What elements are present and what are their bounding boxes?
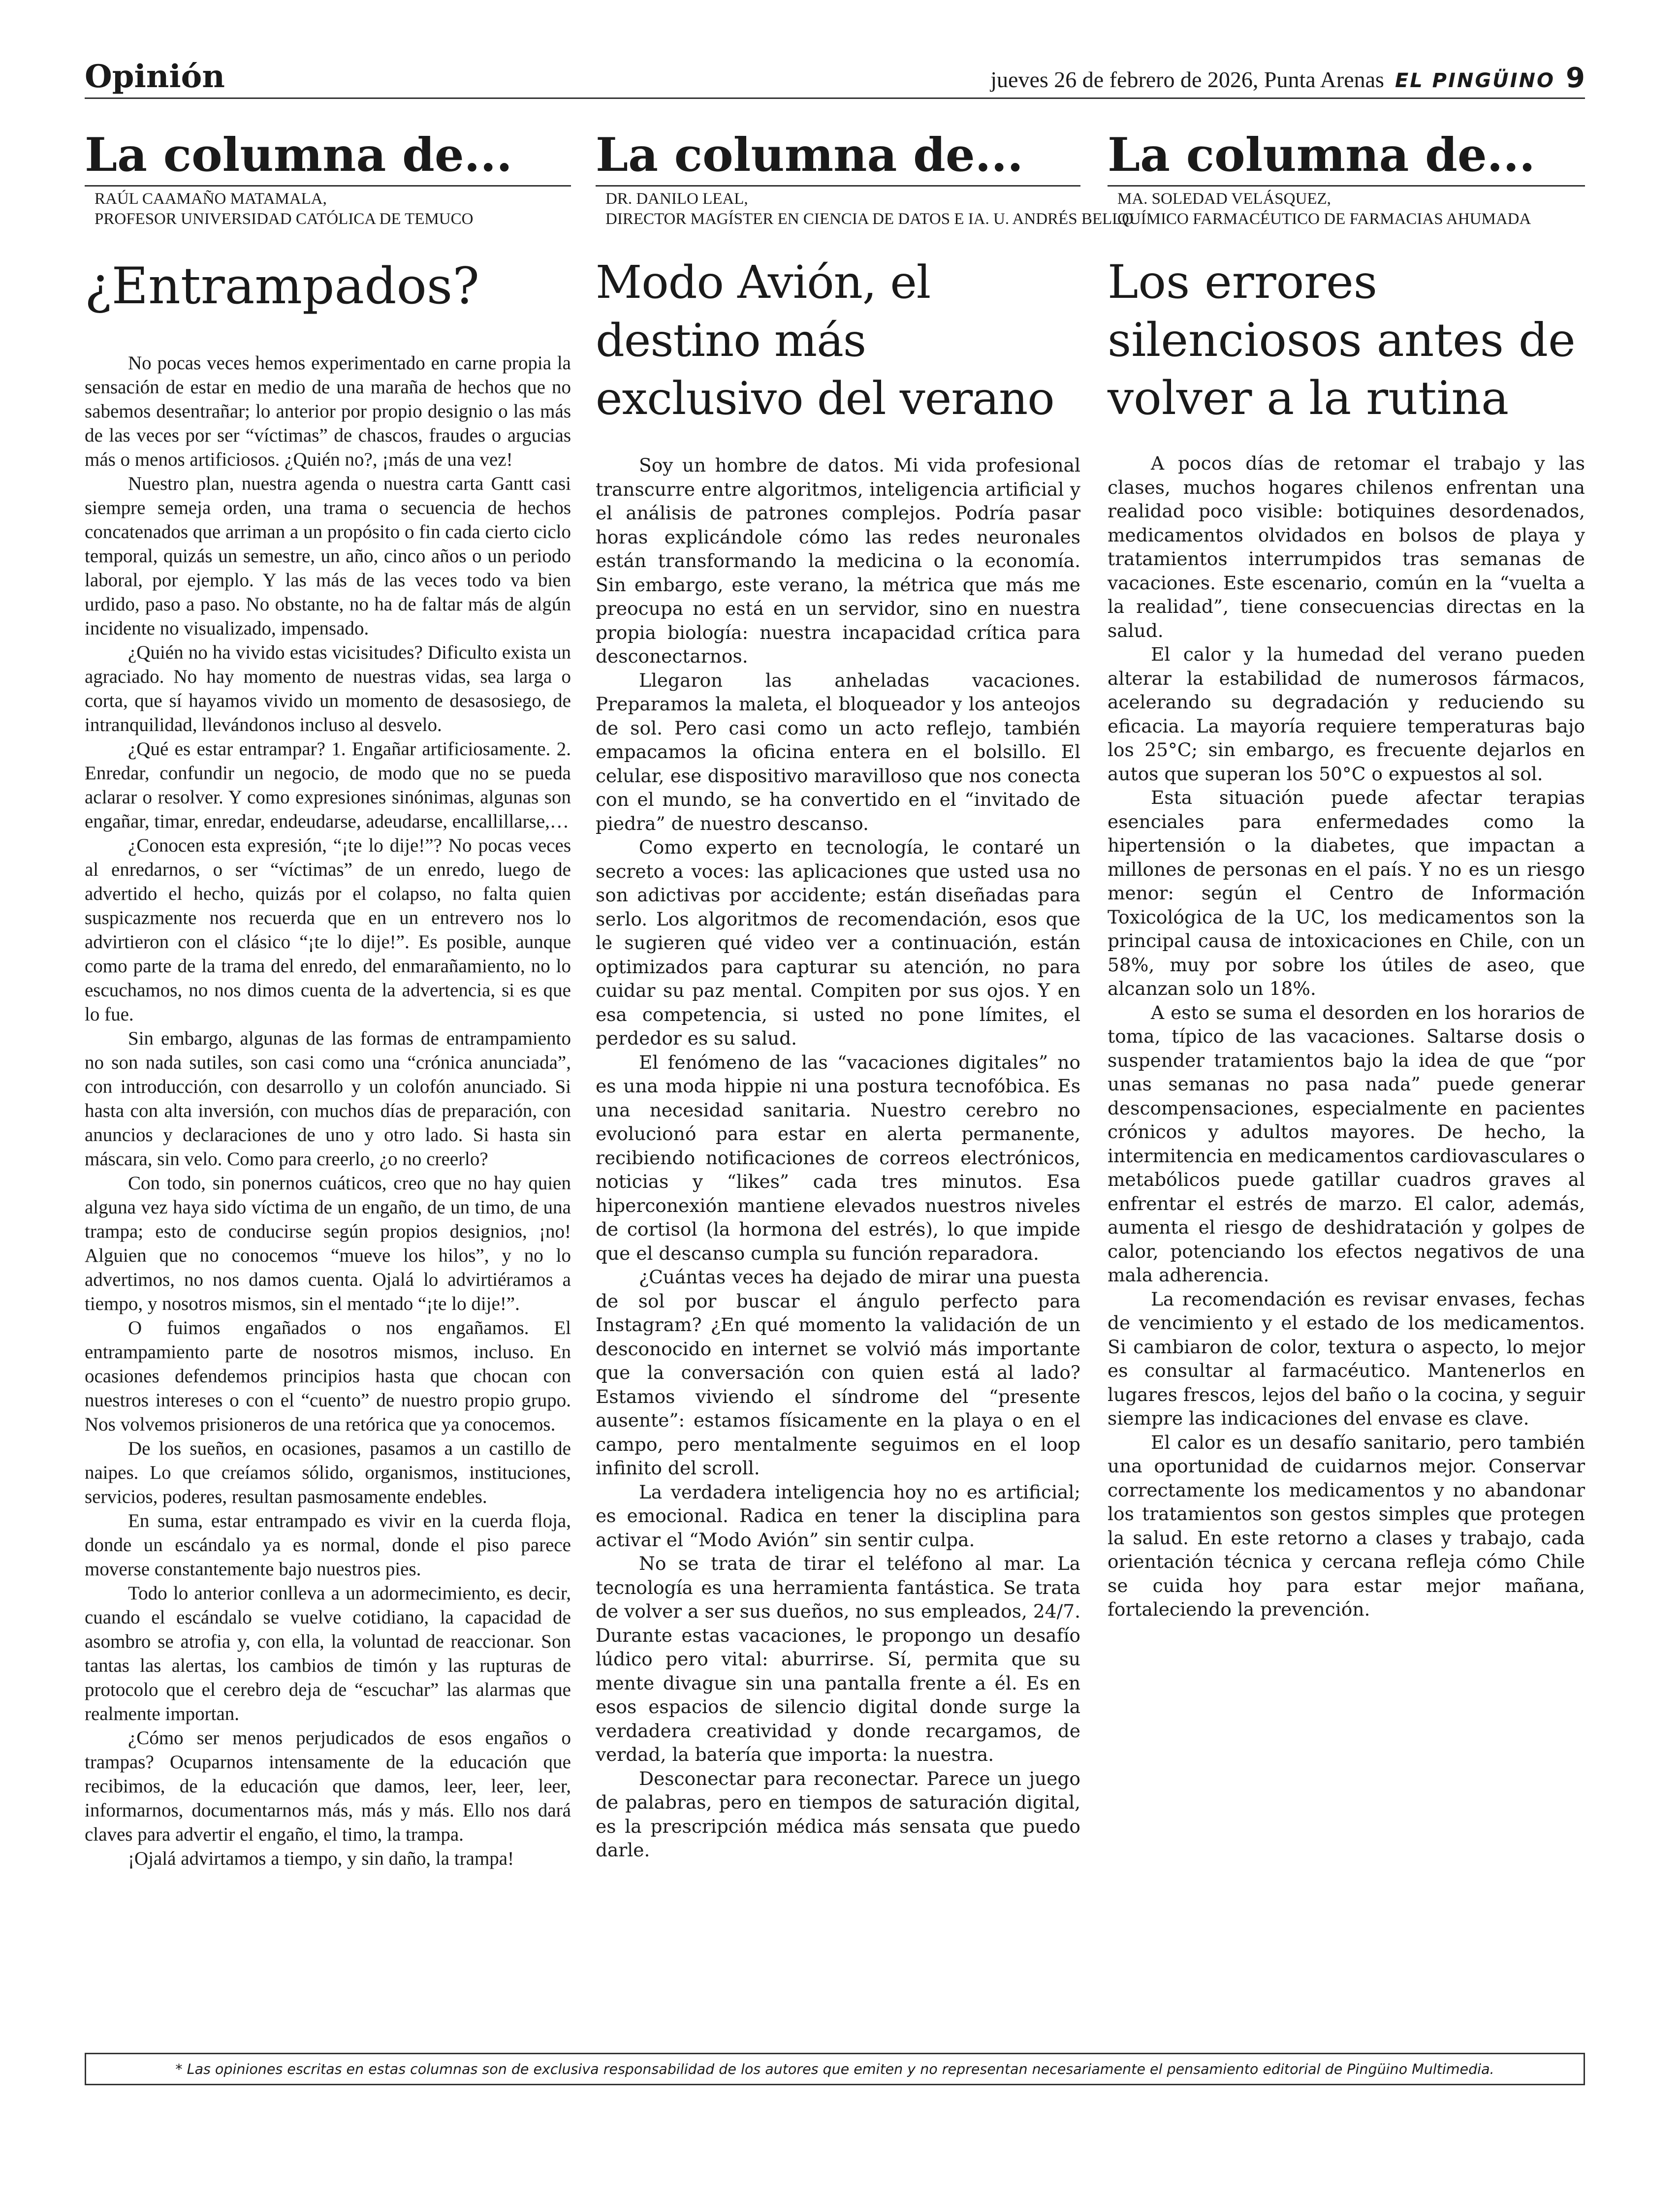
paragraph: El calor y la humedad del verano pueden alterar la estabilidad de numerosos fármacos, acelerando su degradación y reduciendo su eficacia. La mayoría requiere temperaturas bajo los 25°C; sin embargo, es frecuente dejarlos en autos que superan los 50°C o expuestos al sol. — [1108, 643, 1585, 785]
paragraph: ¿Cómo ser menos perjudicados de esos engaños o trampas? Ocuparnos intensamente de la educación que recibimos, de la educación que damos, leer, leer, leer, informarnos, documentarnos más, más y más. Ello nos dará claves para advertir el engaño, el timo, la trampa. — [85, 1727, 571, 1845]
paragraph: En suma, estar entrampado es vivir en la cuerda floja, donde un escándalo ya es normal, donde el piso parece moverse constantemente bajo nuestros pies. — [85, 1510, 571, 1580]
paragraph: ¡Ojalá advirtamos a tiempo, y sin daño, la trampa! — [128, 1848, 514, 1869]
paragraph: O fuimos engañados o nos engañamos. El entrampamiento parte de nosotros mismos, incluso. En ocasiones defendemos principios hasta que chocan con nuestros intereses o con el “cuento” de nuestro propio grupo. Nos volvemos prisioneros de una retórica que ya conocemos. — [85, 1317, 571, 1435]
author-role: PROFESOR UNIVERSIDAD CATÓLICA DE TEMUCO — [95, 210, 474, 228]
article-body — [1108, 451, 1585, 1622]
paragraph: Con todo, sin ponernos cuáticos, creo que no hay quien alguna vez haya sido víctima de un engaño, de un timo, de una trampa; esto de conducirse según propios designios, ¡no! Alguien que no conocemos “mueve los hilos”, y no lo advertimos, no nos damos cuenta. Ojalá lo advirtiéramos a tiempo, y nosotros mismos, sin el mentado “¡te lo dije!”. — [85, 1173, 571, 1314]
paragraph: No se trata de tirar el teléfono al mar. La tecnología es una herramienta fantástica. Se trata de volver a ser sus dueños, no sus empleados, 24/7. Durante estas vacaciones, le propongo un desafío lúdico pero vital: aburrirse. Sí, permita que su mente divague sin una pantalla frente a él. Es en esos espacios de silencio digital donde surge la verdadera creatividad y donde recargamos, de verdad, la batería que importa: la nuestra. — [596, 1553, 1080, 1765]
article-headline: ¿Entrampados? — [85, 257, 479, 316]
paragraph: ¿Cuántas veces ha dejado de mirar una puesta de sol por buscar el ángulo perfecto para Instagram? ¿En qué momento la validación de un desconocido en internet se volvió más importante que la conversación con quien está al lado? Estamos viviendo el síndrome del “presente ausente”: estamos físicamente en la playa o en el campo, pero mentalmente seguimos en el loop infinito del scroll. — [596, 1266, 1080, 1479]
column-label: La columna de... — [85, 132, 571, 187]
author-name: DR. DANILO LEAL, — [605, 190, 748, 208]
page-number: 9 — [1566, 62, 1585, 94]
paragraph: De los sueños, en ocasiones, pasamos a un castillo de naipes. Lo que creíamos sólido, organismos, instituciones, servicios, poderes, resultan pasmosamente endebles. — [85, 1438, 571, 1507]
paragraph: A pocos días de retomar el trabajo y las clases, muchos hogares chilenos enfrentan una realidad poco visible: botiquines desordenados, medicamentos olvidados en bolsos de playa y tratamientos interrumpidos tras semanas de vacaciones. Este escenario, común en la “vuelta a la realidad”, tiene consecuencias directas en la salud. — [1108, 452, 1585, 641]
author-name: RAÚL CAAMAÑO MATAMALA, — [95, 190, 327, 208]
paragraph: ¿Qué es estar entrampar? 1. Engañar artificiosamente. 2. Enredar, confundir un negocio, de modo que no se pueda aclarar o resolver. Y como expresiones sinónimas, algunas son engañar, timar, enredar, endeudarse, adeudarse, encallillarse,… — [85, 738, 571, 832]
paragraph: Todo lo anterior conlleva a un adormecimiento, es decir, cuando el escándalo se vuelve cotidiano, la capacidad de asombro se atrofia y, con ella, la voluntad de reaccionar. Son tantas las alertas, los cambios de timón y las rupturas de protocolo que el cerebro deja de “escuchar” las alarmas que realmente importan. — [85, 1583, 571, 1724]
section-label: Opinión — [85, 58, 225, 95]
column-label: La columna de... — [1108, 132, 1585, 187]
paragraph: Sin embargo, algunas de las formas de entrampamiento no son nada sutiles, son casi como una “crónica anunciada”, con introducción, con desarrollo y un colofón anunciado. Si hasta con alta inversión, con muchos días de preparación, con anuncios y declaraciones de uno y otro lado. Si hasta sin máscara, sin velo. Como para creerlo, ¿o no creerlo? — [85, 1028, 571, 1170]
newspaper-logo: EL PINGÜINO — [1395, 69, 1555, 92]
page-header — [85, 58, 1585, 99]
article-body — [85, 351, 571, 1871]
paragraph: ¿Conocen esta expresión, “¡te lo dije!”? No pocas veces al enredarnos, o ser “víctimas” de un enredo, luego de advertido el hecho, quizás por el colapso, no falta quien suspicazmente nos recuerda que en un entrevero nos lo advirtieron con el clásico “¡te lo dije!”. Es posible, aunque como parte de la trama del enredo, del enmarañamiento, no lo escuchamos, no nos dimos cuenta de la advertencia, si es que lo fue. — [85, 835, 571, 1025]
paragraph: Desconectar para reconectar. Parece un juego de palabras, pero en tiempos de saturación digital, es la prescripción médica más sensata que puedo darle. — [596, 1767, 1080, 1861]
paragraph: El calor es un desafío sanitario, pero también una oportunidad de cuidarnos mejor. Conservar correctamente los medicamentos y no abandonar los tratamientos son gestos simples que protegen la salud. En este retorno a clases y trabajo, cada orientación técnica y cercana refleja cómo Chile se cuida hoy para estar mejor mañana, fortaleciendo la prevención. — [1108, 1431, 1585, 1620]
column-3 — [1108, 128, 1585, 1622]
author-role: QUÍMICO FARMACÉUTICO DE FARMACIAS AHUMADA — [1117, 210, 1531, 228]
paragraph: El fenómeno de las “vacaciones digitales” no es una moda hippie ni una postura tecnofóbica. Es una necesidad sanitaria. Nuestro cerebro no evolucionó para estar en alerta permanente, recibiendo notificaciones de correos electrónicos, noticias y “likes” cada tres minutos. Esa hiperconexión mantiene elevados nuestros niveles de cortisol (la hormona del estrés), lo que impide que el descanso cumpla su función reparadora. — [596, 1051, 1080, 1264]
paragraph: La verdadera inteligencia hoy no es artificial; es emocional. Radica en tener la disciplina para activar el “Modo Avión” sin sentir culpa. — [596, 1481, 1080, 1551]
paragraph: ¿Quién no ha vivido estas vicisitudes? Dificulto exista un agraciado. No hay momento de nuestras vidas, sea larga o corta, que sí hayamos vivido un momento de desasosiego, de intranquilidad, llevándonos incluso al desvelo. — [85, 642, 571, 735]
column-2 — [596, 128, 1134, 1862]
footer-disclaimer: * Las opiniones escritas en estas columnas son de exclusiva responsabilidad de los autores que emiten y no representan necesariamente el pensamiento editorial de Pingüino Multimedia. — [85, 2053, 1585, 2085]
article-body — [596, 453, 1080, 1862]
author-name: MA. SOLEDAD VELÁSQUEZ, — [1117, 190, 1331, 208]
paragraph: Como experto en tecnología, le contaré un secreto a voces: las aplicaciones que usted usa no son adictivas por accidente; están diseñadas para serlo. Los algoritmos de recomendación, esos que le sugieren qué video ver a continuación, están optimizados para capturar su atención, no para cuidar su paz mental. Compiten por sus ojos. Y en esa competencia, si usted no pone límites, el perdedor es su salud. — [596, 836, 1080, 1049]
paragraph: Llegaron las anheladas vacaciones. Preparamos la maleta, el bloqueador y los anteojos de sol. Pero casi como un acto reflejo, también empacamos la oficina entera en el bolsillo. El celular, ese dispositivo maravilloso que nos conecta con el mundo, se ha convertido en el “invitado de piedra” de nuestro descanso. — [596, 669, 1080, 834]
paragraph: Esta situación puede afectar terapias esenciales para enfermedades como la hipertensión o la diabetes, que impactan a millones de personas en el país. Y no es un riesgo menor: según el Centro de Información Toxicológica de la UC, los medicamentos son la principal causa de intoxicaciones en Chile, con un 58%, muy por sobre los útiles de aseo, que alcanzan solo un 18%. — [1108, 787, 1585, 999]
paragraph: Nuestro plan, nuestra agenda o nuestra carta Gantt casi siempre semeja orden, una trama o secuencia de hechos concatenados que arriman a un propósito o fin cada cierto ciclo temporal, quizás un semestre, un año, cinco años o un periodo laboral, por ejemplo. Y las más de las veces todo va bien urdido, paso a paso. No obstante, no ha de faltar más de algún incidente no visualizado, impensado. — [85, 473, 571, 639]
paragraph: Soy un hombre de datos. Mi vida profesional transcurre entre algoritmos, inteligencia artificial y el análisis de patrones complejos. Podría pasar horas explicándole cómo las redes neuronales están transformando la medicina o la economía. Sin embargo, este verano, la métrica que más me preocupa no está en un servidor, sino en nuestra propia biología: nuestra incapacidad crítica para desconectarnos. — [596, 454, 1080, 667]
column-1 — [85, 128, 571, 1871]
author-role: DIRECTOR MAGÍSTER EN CIENCIA DE DATOS E IA. U. ANDRÉS BELLO — [605, 210, 1134, 228]
article-headline: Los errores silenciosos antes de volver a la rutina — [1108, 255, 1576, 425]
paragraph: No pocas veces hemos experimentado en carne propia la sensación de estar en medio de una maraña de hechos que no sabemos desentrañar; lo anterior por propio designio o las más de las veces por ser “víctimas” de chascos, fraudes o argucias más o menos artificiosos. ¿Quién no?, ¡más de una vez! — [85, 352, 571, 470]
column-label: La columna de... — [596, 132, 1080, 187]
article-headline: Modo Avión, el destino más exclusivo del verano — [596, 256, 1054, 425]
dateline: jueves 26 de febrero de 2026, Punta Arenas — [990, 67, 1384, 92]
header-meta — [990, 62, 1585, 94]
paragraph: La recomendación es revisar envases, fechas de vencimiento y el estado de los medicamentos. Si cambiaron de color, textura o aspecto, lo mejor es consultar al farmacéutico. Mantenerlos en lugares frescos, lejos del baño o la cocina, y seguir siempre las indicaciones del envase es clave. — [1108, 1288, 1585, 1429]
paragraph: A esto se suma el desorden en los horarios de toma, típico de las vacaciones. Saltarse dosis o suspender tratamientos bajo la idea de que “por unas semanas no pasa nada” puede generar descompensaciones, especialmente en pacientes crónicos y adultos mayores. De hecho, la intermitencia en medicamentos cardiovasculares o metabólicos puede gatillar cuadros graves al enfrentar el estrés de marzo. El calor, además, aumenta el riesgo de deshidratación y golpes de calor, potenciando los efectos negativos de una mala adherencia. — [1108, 1001, 1585, 1286]
